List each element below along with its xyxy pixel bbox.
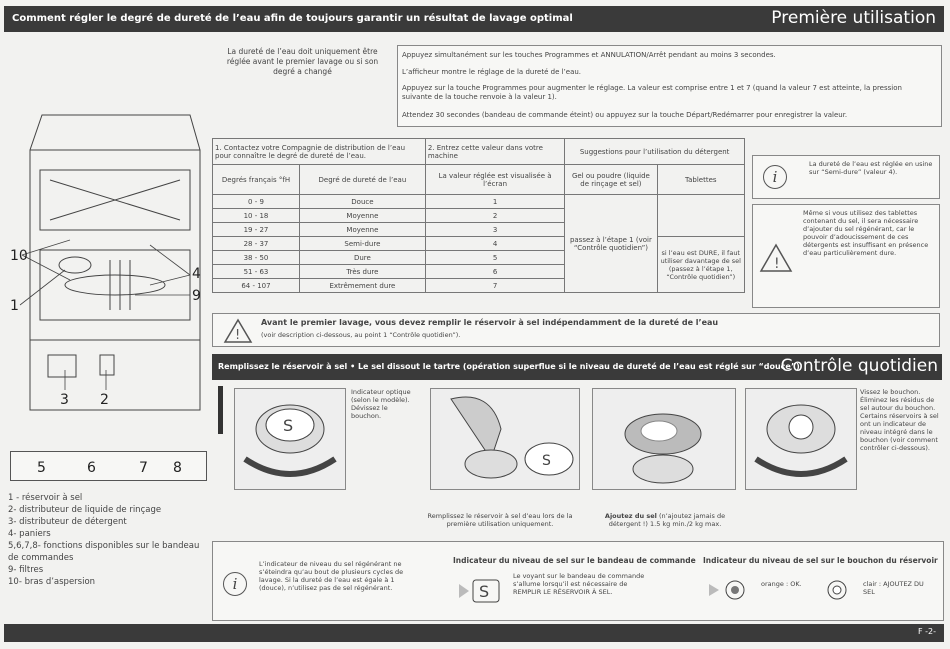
diagram-label-1: 1 (10, 298, 19, 314)
col-hardness: Degré de dureté de l’eau (299, 165, 425, 195)
salt-section-title: Contrôle quotidien (780, 356, 938, 376)
warn-box-text: Même si vous utilisez des tablettes contenant du sel, il sera nécessaire d’ajouter du sel régénérant, car le pouvoir d’adoucissement de ces détergents est insuffisant en présence d’eau particulièrement dure. (803, 209, 929, 257)
warning-title: Avant le premier lavage, vous devez remplir le réservoir à sel indépendamment de la dureté de l’eau (261, 318, 719, 327)
table-cell: 7 (425, 279, 564, 293)
step-number-marker (218, 386, 223, 434)
table-head-2: 2. Entrez cette valeur dans votre machine (425, 139, 564, 165)
diagram-label-3: 3 (60, 392, 69, 408)
info-icon: i (763, 165, 787, 189)
panel-functions (10, 451, 207, 481)
warning-icon (759, 243, 793, 273)
diagram-label-2: 2 (100, 392, 109, 408)
table-cell: 3 (425, 223, 564, 237)
table-cell: 64 - 107 (213, 279, 300, 293)
legend-item: 4- paniers (8, 529, 51, 539)
svg-text:S: S (283, 416, 294, 435)
function-7: 7 (139, 460, 148, 476)
salt-bar-text: Remplissez le réservoir à sel • Le sel dissout le tartre (opération superflue si le niveau de dureté de l’eau est réglé sur “douce”) (218, 362, 800, 371)
table-cell: 6 (425, 265, 564, 279)
panel-indicator-title: Indicateur du niveau de sel sur le bandeau de commande (453, 556, 696, 565)
fill-water-image (430, 388, 580, 490)
intro-text: La dureté de l’eau doit uniquement être réglée avant le premier lavage ou si son degré a changé (226, 47, 379, 76)
page-number: F -2- (917, 627, 936, 636)
cap-orange-icon (707, 576, 747, 604)
hardness-table (212, 138, 745, 293)
tablet-empty-cell (657, 195, 744, 237)
step-4: Attendez 30 secondes (bandeau de commande éteint) ou appuyez sur la touche Départ/Redémarrer pour enregistrer la valeur. (402, 111, 848, 119)
table-cell: 28 - 37 (213, 237, 300, 251)
footer-bar (4, 624, 944, 642)
legend-item: 5,6,7,8- fonctions disponibles sur le bandeau de commandes (8, 541, 200, 563)
table-cell: 0 - 9 (213, 195, 300, 209)
table-cell: Douce (299, 195, 425, 209)
indicator-caption: Indicateur optique (selon le modèle). Dévissez le bouchon. (351, 388, 411, 420)
info-icon: i (223, 572, 247, 596)
salt-indicator-box (212, 541, 944, 621)
legend-item: 10- bras d’aspersion (8, 577, 96, 587)
fill-water-caption: Remplissez le réservoir à sel d’eau lors de la première utilisation uniquement. (427, 512, 573, 528)
table-cell: Très dure (299, 265, 425, 279)
legend-item: 9- filtres (8, 565, 44, 575)
col-degrees: Degrés français °fH (213, 165, 300, 195)
salt-panel-icon (457, 576, 507, 606)
function-6: 6 (87, 460, 96, 476)
warn-box (752, 204, 940, 308)
step-1: Appuyez simultanément sur les touches Programmes et ANNULATION/Arrêt pendant au moins 3 secondes. (402, 51, 776, 59)
table-cell: 51 - 63 (213, 265, 300, 279)
table-cell: 1 (425, 195, 564, 209)
table-cell: Moyenne (299, 209, 425, 223)
add-salt-bold: Ajoutez du sel (604, 512, 657, 520)
legend-item: 1 - réservoir à sel (8, 493, 83, 503)
info-box-text: La dureté de l’eau est réglée en usine sur “Semi-dure” (valeur 4). (809, 160, 933, 176)
info-box (752, 155, 940, 199)
tablet-note: si l’eau est DURE, il faut utiliser davantage de sel (passez à l’étape 1, “Contrôle quotidien”) (657, 237, 744, 293)
svg-text:!: ! (774, 256, 780, 272)
first-wash-warning (212, 313, 940, 347)
parts-legend (8, 492, 208, 588)
svg-text:!: ! (235, 328, 241, 343)
table-cell: 19 - 27 (213, 223, 300, 237)
table-cell: 4 (425, 237, 564, 251)
function-8: 8 (173, 460, 182, 476)
diagram-label-9: 9 (192, 288, 201, 304)
warning-sub: (voir description ci-dessous, au point 1 “Contrôle quotidien”). (261, 331, 461, 339)
header-title: Comment régler le degré de dureté de l’eau afin de toujours garantir un résultat de lavage optimal (12, 13, 573, 24)
col-tablets: Tablettes (657, 165, 744, 195)
table-cell: Moyenne (299, 223, 425, 237)
warning-icon (223, 318, 253, 344)
step-2: L’afficheur montre le réglage de la dureté de l’eau. (402, 68, 582, 76)
legend-item: 3- distributeur de détergent (8, 517, 127, 527)
salt-bar (212, 354, 942, 380)
col-value: La valeur réglée est visualisée à l’écran (425, 165, 564, 195)
table-cell: Semi-dure (299, 237, 425, 251)
step-number (226, 388, 227, 389)
close-cap-image (745, 388, 857, 490)
salt-cap-image (234, 388, 346, 490)
svg-text:S: S (479, 582, 490, 601)
close-cap-caption: Vissez le bouchon. Éliminez les résidus de sel autour du bouchon. Certains réservoirs à sel ont un indicateur de niveau intégré dans le bouchon (voir comment contrôler ci-dessous). (860, 388, 939, 452)
table-cell: 2 (425, 209, 564, 223)
section-title: Première utilisation (771, 8, 936, 28)
cap-clear-text: clair : AJOUTEZ DU SEL (863, 580, 924, 596)
cap-orange-text: orange : OK. (761, 580, 802, 588)
header-bar (4, 6, 944, 32)
step-3: Appuyez sur la touche Programmes pour augmenter le réglage. La valeur est comprise entre 1 et 7 (quand la valeur 7 est atteinte, la pression suivante de la touche renvoie à la valeur 1). (402, 84, 902, 101)
salt-indicator-info: L’indicateur de niveau du sel régénérant ne s’éteindra qu’au bout de plusieurs cycles de lavage. Si la dureté de l’eau est égale à 1 (douce), n’utilisez pas de sel régénérant. (259, 560, 404, 592)
table-cell: 10 - 18 (213, 209, 300, 223)
svg-text:S: S (542, 453, 551, 469)
panel-indicator-text: Le voyant sur le bandeau de commande s’allume lorsqu’il est nécessaire de REMPLIR LE RÉSERVOIR À SEL. (513, 572, 645, 596)
table-head-1: 1. Contactez votre Compagnie de distribution de l’eau pour connaître le degré de dureté de l’eau. (213, 139, 426, 165)
table-cell: Extrêmement dure (299, 279, 425, 293)
cap-clear-icon (823, 576, 851, 604)
add-salt-image (592, 388, 736, 490)
add-salt-text: (n’ajoutez jamais de détergent !) 1.5 kg min./2 kg max. (608, 512, 726, 528)
col-gel: Gel ou poudre (liquide de rinçage et sel) (565, 165, 657, 195)
table-cell: 5 (425, 251, 564, 265)
diagram-label-4: 4 (192, 266, 201, 282)
diagram-label-10: 10 (10, 248, 28, 264)
cap-indicator-title: Indicateur du niveau de sel sur le bouchon du réservoir (703, 556, 938, 565)
legend-item: 2- distributeur de liquide de rinçage (8, 505, 162, 515)
gel-note: passez à l’étape 1 (voir “Contrôle quotidien”) (565, 195, 657, 293)
table-cell: Dure (299, 251, 425, 265)
function-5: 5 (37, 460, 46, 476)
dishwasher-diagram (10, 110, 205, 455)
steps-box (397, 45, 942, 127)
table-cell: 38 - 50 (213, 251, 300, 265)
table-head-3: Suggestions pour l’utilisation du détergent (565, 139, 745, 165)
add-salt-caption (590, 512, 740, 528)
